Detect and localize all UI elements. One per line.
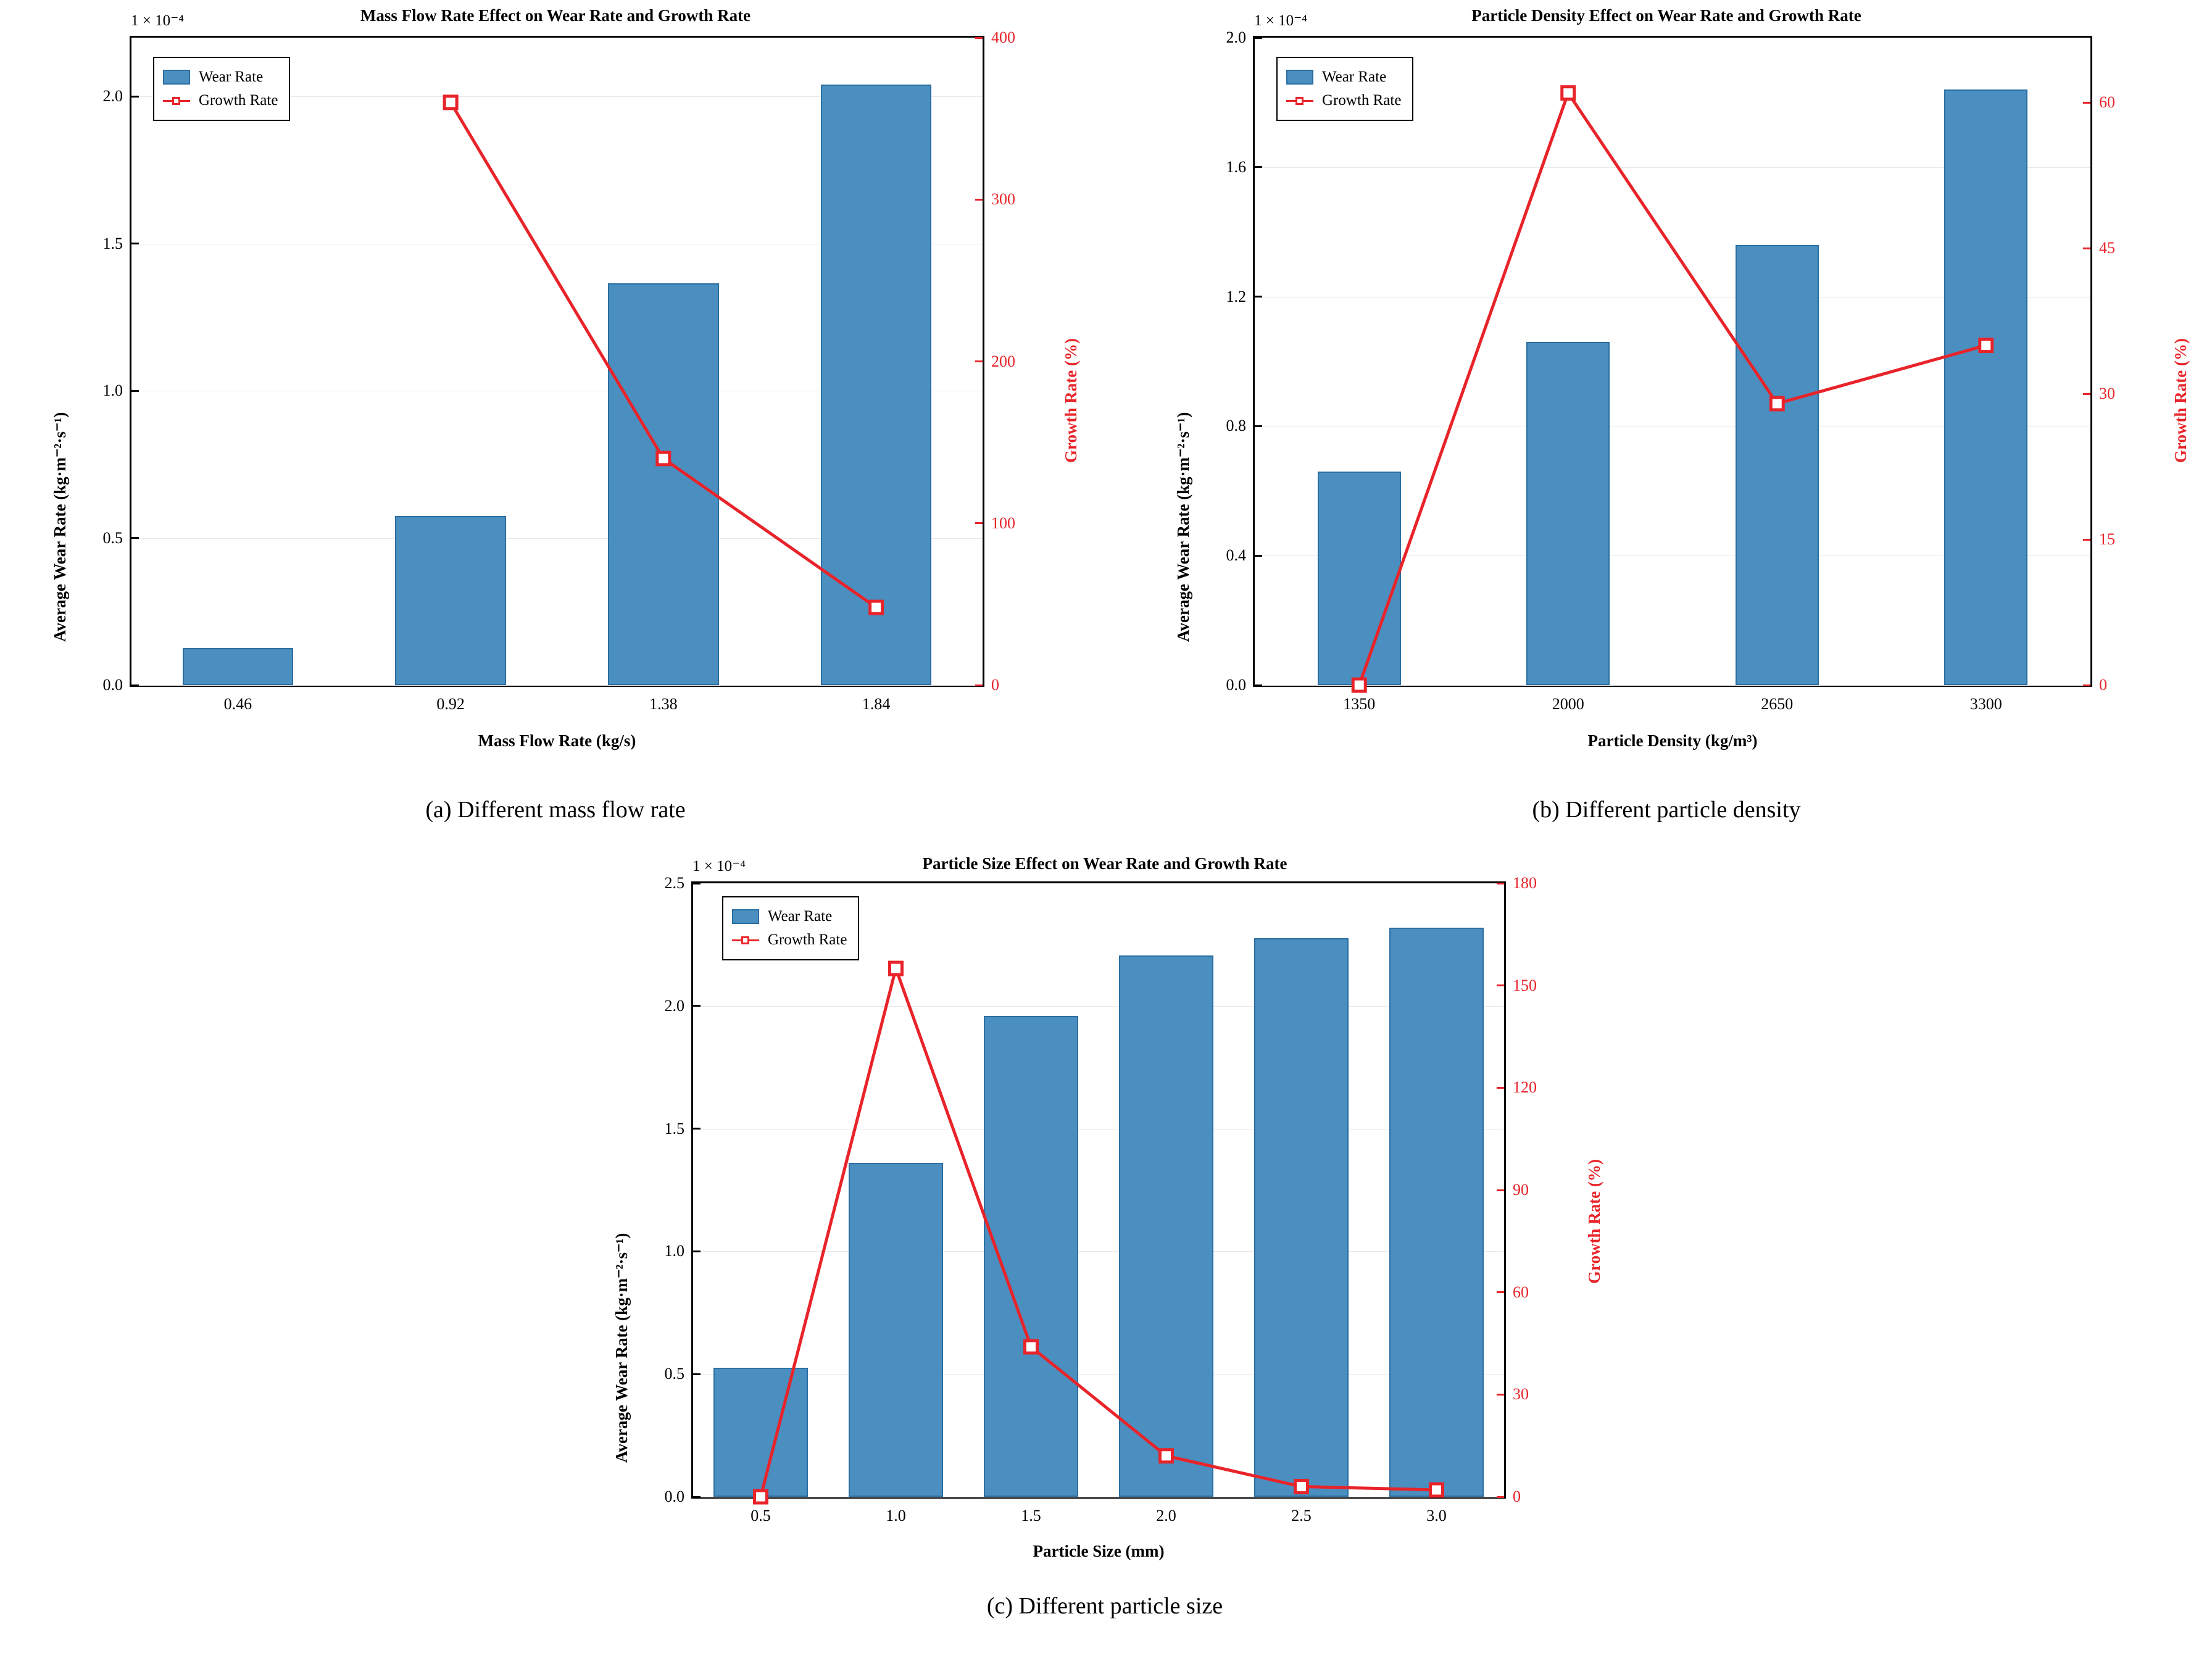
caption-b-text: (b) Different particle density	[1532, 797, 1801, 823]
legend-label: Growth Rate	[199, 92, 278, 109]
x-tick-label: 1.38	[649, 695, 678, 713]
y2-tick-label: 400	[991, 28, 1015, 46]
growth-rate-line	[1255, 38, 2090, 685]
y-tick-label: 1.2	[1226, 287, 1246, 306]
y2-tick-label: 300	[991, 190, 1015, 209]
x-tick-label: 2.0	[1156, 1507, 1176, 1525]
y-tick-label: 1.5	[664, 1119, 684, 1138]
chart-panel-a	[19, 0, 1092, 778]
y-tick-label: 2.0	[102, 87, 123, 106]
chart-title-a: Mass Flow Rate Effect on Wear Rate and Growth Rate	[360, 6, 751, 25]
y-tick-label: 2.0	[1226, 28, 1246, 46]
x-tick-label: 0.5	[750, 1507, 771, 1525]
x-tick-label: 1350	[1343, 695, 1376, 713]
x-tick-label: 2.5	[1291, 1507, 1312, 1525]
y2-tick-label: 0	[1513, 1488, 1521, 1505]
chart-panel-b	[1129, 0, 2203, 778]
x-tick-label: 2000	[1552, 695, 1584, 713]
legend-c	[722, 896, 859, 960]
growth-rate-line	[693, 883, 1504, 1497]
data-point-marker	[870, 601, 883, 614]
y-tick-label: 0.0	[102, 676, 123, 694]
bar-swatch-icon	[1286, 70, 1313, 85]
axes-c	[664, 874, 1537, 1525]
y2-axis-label-a: Growth Rate (%)	[1062, 338, 1080, 463]
data-point-marker	[1353, 679, 1365, 691]
y-tick-label: 0.5	[102, 528, 123, 547]
y2-tick-label: 150	[1513, 976, 1537, 994]
y-tick-label: 2.5	[664, 874, 684, 892]
data-point-marker	[755, 1491, 767, 1503]
axes-a	[102, 28, 1015, 713]
axes-b	[1226, 28, 2115, 713]
y2-tick-label: 30	[2099, 385, 2115, 403]
y-tick-label: 0.5	[664, 1365, 684, 1383]
y-axis-label-c: Average Wear Rate (kg·m⁻²·s⁻¹)	[612, 1233, 631, 1463]
y-tick-label: 0.8	[1226, 417, 1246, 435]
x-axis-label-b: Particle Density (kg/m³)	[1587, 731, 1758, 750]
y2-tick-label: 60	[2099, 93, 2115, 112]
y-axis-label-b: Average Wear Rate (kg·m⁻²·s⁻¹)	[1174, 412, 1192, 642]
legend-item-growth-rate	[163, 89, 278, 112]
data-point-marker	[1160, 1450, 1173, 1462]
legend-label: Wear Rate	[1322, 69, 1387, 85]
y-tick-label: 2.0	[664, 996, 684, 1015]
bar-swatch-icon	[163, 70, 190, 85]
x-axis-label-c: Particle Size (mm)	[1033, 1542, 1165, 1560]
y2-tick-label: 180	[1513, 874, 1537, 892]
data-point-marker	[1980, 339, 1992, 352]
y2-tick-label: 60	[1513, 1283, 1529, 1301]
legend-item-wear-rate	[1286, 65, 1401, 89]
legend-item-wear-rate	[732, 905, 847, 928]
y2-tick-label: 90	[1513, 1181, 1529, 1199]
y-offset-text-b: 1 × 10⁻⁴	[1254, 12, 1308, 29]
x-tick-label: 1.0	[886, 1507, 906, 1525]
chart-panel-c	[568, 852, 1642, 1562]
legend-item-growth-rate	[732, 928, 847, 952]
y-tick-label: 0.0	[1226, 676, 1246, 694]
x-tick-label: 3.0	[1426, 1507, 1447, 1525]
legend-item-growth-rate	[1286, 89, 1401, 112]
y-tick-label: 0.4	[1226, 546, 1246, 565]
bar-swatch-icon	[732, 909, 759, 924]
x-tick-label: 3300	[1969, 695, 2002, 713]
y-tick-label: 1.0	[664, 1242, 684, 1260]
growth-rate-line	[131, 38, 983, 685]
y2-tick-label: 200	[991, 352, 1015, 370]
x-tick-label: 0.92	[436, 695, 465, 713]
y2-tick-label: 0	[991, 676, 999, 694]
data-point-marker	[1562, 87, 1574, 99]
caption-a	[19, 796, 1092, 823]
y2-tick-label: 120	[1513, 1078, 1537, 1097]
legend-label: Growth Rate	[1322, 92, 1402, 109]
data-point-marker	[1771, 397, 1783, 410]
y-tick-label: 1.5	[102, 234, 123, 252]
caption-a-text: (a) Different mass flow rate	[425, 797, 686, 823]
y-offset-text-a: 1 × 10⁻⁴	[131, 12, 185, 29]
y2-axis-label-c: Growth Rate (%)	[1585, 1159, 1603, 1284]
gridline	[1255, 685, 2090, 686]
legend-b	[1276, 57, 1413, 121]
y-tick-label: 0.0	[664, 1488, 684, 1505]
legend-item-wear-rate	[163, 65, 278, 89]
legend-label: Growth Rate	[768, 931, 847, 948]
y2-tick-label: 100	[991, 514, 1015, 532]
line-marker-icon	[732, 933, 759, 947]
legend-a	[153, 57, 290, 121]
data-point-marker	[444, 96, 457, 109]
y-offset-text-c: 1 × 10⁻⁴	[692, 858, 746, 875]
legend-label: Wear Rate	[768, 908, 833, 925]
data-point-marker	[1431, 1484, 1443, 1496]
caption-c-text: (c) Different particle size	[986, 1593, 1223, 1619]
x-tick-label: 1.84	[862, 695, 891, 713]
x-axis-label-a: Mass Flow Rate (kg/s)	[478, 731, 636, 750]
y-axis-label-a: Average Wear Rate (kg·m⁻²·s⁻¹)	[51, 412, 69, 642]
legend-label: Wear Rate	[199, 69, 264, 85]
data-point-marker	[657, 452, 670, 465]
caption-c	[568, 1592, 1642, 1620]
y2-tick-label: 45	[2099, 239, 2115, 257]
x-tick-label: 2650	[1761, 695, 1794, 713]
y-tick-label: 1.6	[1226, 157, 1246, 176]
y2-tick-label: 30	[1513, 1385, 1529, 1404]
line-marker-icon	[163, 93, 190, 108]
x-tick-label: 1.5	[1021, 1507, 1041, 1525]
chart-title-b: Particle Density Effect on Wear Rate and Growth Rate	[1471, 6, 1861, 25]
chart-title-c: Particle Size Effect on Wear Rate and Growth Rate	[922, 854, 1287, 873]
gridline	[131, 685, 983, 686]
data-point-marker	[890, 962, 902, 975]
x-tick-label: 0.46	[223, 695, 252, 713]
caption-b	[1129, 796, 2203, 823]
y2-axis-label-b: Growth Rate (%)	[2171, 338, 2190, 463]
y2-tick-label: 0	[2099, 676, 2107, 694]
y2-tick-label: 15	[2099, 530, 2115, 549]
data-point-marker	[1295, 1480, 1308, 1492]
data-point-marker	[1025, 1341, 1037, 1353]
line-marker-icon	[1286, 93, 1313, 108]
y-tick-label: 1.0	[102, 381, 123, 400]
